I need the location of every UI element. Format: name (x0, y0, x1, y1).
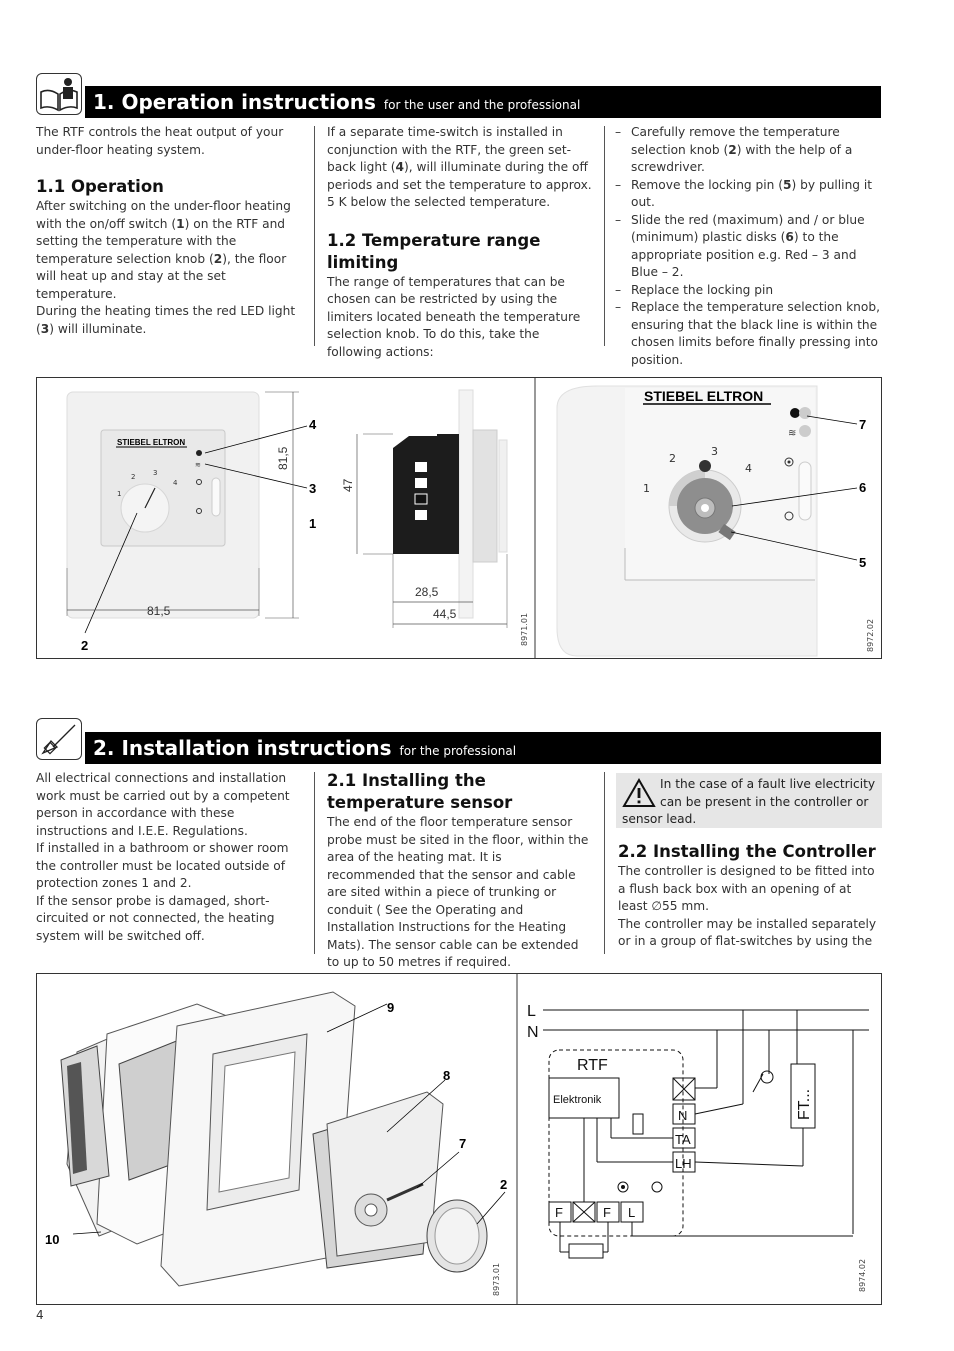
scale-mark: 1 (117, 490, 122, 498)
list-item: – Carefully remove the temperature selection knob (2) with the help of a screwdriver. (615, 124, 881, 177)
timeswitch-paragraph: If a separate time-switch is installed in conjunction with the RTF, the green set-back light (4), will illuminate during the off periods and set the temperature to approx. 5 K below the selected temperature. (327, 125, 592, 209)
rtf-label: RTF (577, 1057, 608, 1074)
section2-col1 (36, 770, 302, 945)
intro-text: The RTF controls the heat output of your under-floor heating system. (36, 125, 284, 157)
list-item: – Replace the locking pin (615, 282, 881, 300)
limit-steps-list (615, 124, 881, 369)
divider (604, 126, 605, 346)
section2-col2 (327, 770, 593, 972)
page-number: 4 (36, 1308, 44, 1322)
temperature-range-heading: 1.2 Temperature range limiting (327, 230, 541, 272)
callout-7: 7 (859, 417, 867, 432)
figure-number: 8972.02 (866, 618, 875, 652)
controller-heading: 2.2 Installing the Controller (618, 842, 876, 861)
ft-label: FT... (796, 1088, 813, 1120)
figure-number: 8974.02 (858, 1258, 867, 1292)
callout-2: 2 (81, 638, 89, 653)
section2-col3 (618, 832, 884, 951)
section1-title-bar (85, 86, 881, 118)
led-paragraph: During the heating times the red LED light (3) will illuminate. (36, 304, 296, 336)
terminal-n: N (678, 1108, 688, 1123)
controller-paragraph-2: The controller may be installed separately or in a group of flat-switches by using the (618, 916, 877, 948)
section1-title: 1. Operation instructions (93, 90, 376, 114)
section2-title: 2. Installation instructions (93, 736, 392, 760)
section1-col2 (327, 124, 593, 361)
scale-mark: 4 (745, 462, 752, 475)
installation-figure (36, 973, 882, 1305)
brand-logo-large: STIEBEL ELTRON (644, 388, 764, 404)
operation-heading: 1.1 Operation (36, 177, 164, 196)
figure-number: 8971.01 (520, 612, 529, 646)
scale-mark: 3 (153, 469, 158, 477)
callout-6: 6 (859, 480, 867, 495)
scale-mark: 2 (131, 473, 136, 481)
operation-paragraph: After switching on the under-floor heating with the on/off switch (1) on the RTF and setting the temperature with the temperature selection knob (2), the floor will heat up and stay at the set temperature. (36, 199, 291, 301)
callout-1: 1 (309, 516, 317, 531)
callout-10: 10 (45, 1232, 60, 1247)
list-item: – Replace the temperature selection knob, ensuring that the black line is within the chosen limits before finally pressing into position. (615, 299, 881, 369)
scale-mark: 2 (669, 452, 676, 465)
terminal-l: L (628, 1205, 636, 1220)
divider (314, 126, 315, 346)
callout-8: 8 (443, 1068, 451, 1083)
terminal-ta: TA (675, 1132, 691, 1147)
divider (604, 772, 605, 954)
book-reader-icon (36, 73, 82, 115)
section2-title-bar (85, 732, 881, 764)
dim-body: 47 (341, 478, 355, 492)
sensor-install-paragraph: The end of the floor temperature sensor probe must be sited in the floor, within the area of the heating mat. It is recommended that the sensor and cable are sited within a piece of trunking or conduit ( See the Operating and Installation Instructions for the Heating Mats). The sensor cable can be extended to up to 50 metres if required. (327, 815, 589, 969)
callout-4: 4 (309, 417, 317, 432)
section2-subtitle: for the professional (399, 743, 517, 758)
brand-logo-small: STIEBEL ELTRON (117, 438, 186, 447)
sensor-heading: 2.1 Installing the temperature sensor (327, 771, 513, 812)
section1-col3 (615, 124, 881, 369)
line-l-label: L (527, 1003, 536, 1020)
elektronik-label: Elektronik (553, 1094, 602, 1106)
terminal-f1: F (555, 1205, 563, 1220)
bathroom-paragraph: If installed in a bathroom or shower room the controller must be located outside of protection zones 1 and 2. (36, 841, 289, 890)
list-item: – Slide the red (maximum) and / or blue (minimum) plastic disks (6) to the appropriate position e.g. Red – 3 and Blue – 2. (615, 212, 881, 282)
scale-mark: 4 (173, 479, 178, 487)
callout-3: 3 (309, 481, 317, 496)
callout-9: 9 (387, 1000, 395, 1015)
dim-height: 81,5 (276, 446, 290, 470)
dim-depth-total: 44,5 (433, 607, 457, 621)
section1-col1 (36, 124, 304, 338)
callout-7: 7 (459, 1136, 467, 1151)
controller-dimensions-figure (36, 377, 882, 659)
terminal-lh: LH (675, 1156, 692, 1171)
scale-mark: 3 (711, 445, 718, 458)
list-item: – Remove the locking pin (5) by pulling it out. (615, 177, 881, 212)
screwdriver-icon (36, 718, 82, 760)
terminal-f2: F (603, 1205, 611, 1220)
svg-text:≋: ≋ (195, 461, 201, 469)
figure-number: 8973.01 (492, 1262, 501, 1296)
dim-depth-box: 28,5 (415, 585, 439, 599)
temperature-range-paragraph: The range of temperatures that can be chosen can be restricted by using the limiters located beneath the temperature selection knob. To do this, take the following actions: (327, 274, 581, 359)
electrical-paragraph: All electrical connections and installation work must be carried out by a competent person in accordance with these instructions and I.E.E. Regulations. (36, 771, 290, 838)
sensor-paragraph: If the sensor probe is damaged, short-circuited or not connected, the heating system will be switched off. (36, 893, 275, 943)
warning-icon (622, 778, 656, 808)
scale-mark: 1 (643, 482, 650, 495)
callout-2: 2 (500, 1177, 508, 1192)
section1-subtitle: for the user and the professional (383, 97, 581, 112)
controller-paragraph-1: The controller is designed to be fitted into a flush back box with an opening of at least ∅55 mm. (618, 864, 875, 913)
warning-text: In the case of a fault live electricity can be present in the controller or sensor lead. (622, 777, 876, 826)
callout-5: 5 (859, 555, 867, 570)
line-n-label: N (527, 1024, 539, 1041)
svg-text:≋: ≋ (788, 428, 797, 439)
dim-width: 81,5 (147, 604, 171, 618)
warning-box (616, 773, 882, 828)
divider (314, 772, 315, 954)
